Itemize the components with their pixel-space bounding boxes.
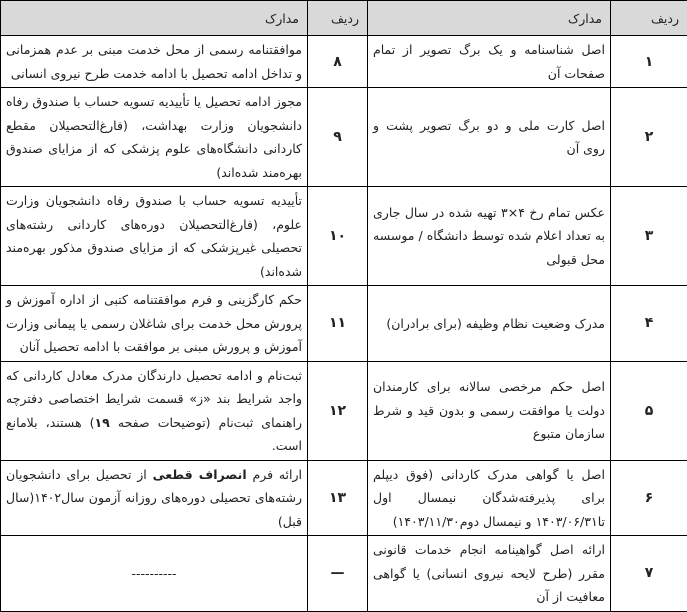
table-row	[1, 361, 687, 460]
row-number: ۲	[611, 88, 687, 187]
document-description	[1, 460, 308, 536]
row-number: ۵	[611, 361, 687, 460]
table-header-row	[1, 1, 687, 36]
description-text: ارائه فرم	[247, 467, 302, 482]
row-number: ۱۲	[308, 361, 368, 460]
document-description: تأییدیه تسویه حساب با صندوق رفاه دانشجویان وزارت علوم، (فارغ‌التحصیلان دوره‌های کاردانی رشته‌های تحصیلی غیرپزشکی که از مزایای صندوق مذکور بهره‌مند شده‌اند)	[1, 187, 308, 286]
document-description: موافقتنامه رسمی از محل خدمت مبنی بر عدم همزمانی و تداخل ادامه تحصیل با ادامه خدمت طرح نیروی انسانی	[1, 36, 308, 88]
row-number: ۴	[611, 286, 687, 362]
table-row	[1, 286, 687, 362]
description-text: ثبت‌نام و ادامه تحصیل دارندگان مدرک معادل کاردانی که واجد شرایط بند «ز» قسمت شرایط اختصاصی دفترچه راهنمای ثبت‌نام (توضیحات صفحه	[6, 368, 302, 430]
document-description: اصل حکم مرخصی سالانه برای کارمندان دولت یا موافقت رسمی و بدون قید و شرط سازمان متبوع	[368, 361, 611, 460]
row-number: ۱	[611, 36, 687, 88]
document-description: حکم کارگزینی و فرم موافقتنامه کتبی از اداره آموزش و پرورش محل خدمت برای شاغلان رسمی یا پیمانی وزارت آموزش و پرورش مبنی بر موافقت با ادامه تحصیل آنان	[1, 286, 308, 362]
document-description: اصل کارت ملی و دو برگ تصویر پشت و روی آن	[368, 88, 611, 187]
table-row	[1, 460, 687, 536]
header-row-number-right: ردیف	[611, 1, 687, 36]
table-row	[1, 536, 687, 612]
row-number: ۸	[308, 36, 368, 88]
table-row	[1, 187, 687, 286]
document-description: عکس تمام رخ ۴×۳ تهیه شده در سال جاری به تعداد اعلام شده توسط دانشگاه / موسسه محل قبولی	[368, 187, 611, 286]
document-description: ارائه اصل گواهینامه انجام خدمات قانونی مقرر (طرح لایحه نیروی انسانی) یا گواهی معافیت از آن	[368, 536, 611, 612]
row-number: ۹	[308, 88, 368, 187]
row-number: ۱۳	[308, 460, 368, 536]
row-number: ۳	[611, 187, 687, 286]
row-number: ۶	[611, 460, 687, 536]
row-number: ۱۰	[308, 187, 368, 286]
page-number-bold: ۱۹	[95, 415, 110, 430]
row-number-dash: —	[308, 536, 368, 612]
emphasis-bold: انصراف قطعی	[153, 467, 247, 482]
document-description: اصل شناسنامه و یک برگ تصویر از تمام صفحات آن	[368, 36, 611, 88]
description-text: ) هستند، بلامانع است.	[6, 415, 302, 454]
row-number: ۷	[611, 536, 687, 612]
document-description: اصل یا گواهی مدرک کاردانی (فوق دیپلم برای پذیرفته‌شدگان نیمسال اول تا۱۴۰۳/۰۶/۳۱ و نیمسال دوم۱۴۰۳/۱۱/۳۰)	[368, 460, 611, 536]
table-row	[1, 88, 687, 187]
document-description: مجوز ادامه تحصیل یا تأییدیه تسویه حساب با صندوق رفاه دانشجویان وزارت بهداشت، (فارغ‌التحصیلان مقطع کاردانی دانشگاه‌های علوم پزشکی که از مزایای صندوق بهره‌مند شده‌اند)	[1, 88, 308, 187]
table-row	[1, 36, 687, 88]
document-description: مدرک وضعیت نظام وظیفه (برای برادران)	[368, 286, 611, 362]
description-text: از تحصیل برای دانشجویان رشته‌های تحصیلی دوره‌های روزانه آزمون سال۱۴۰۲(سال قبل)	[6, 467, 302, 529]
empty-placeholder-dashes: ----------	[1, 536, 308, 612]
header-documents-left: مدارک	[1, 1, 308, 36]
row-number: ۱۱	[308, 286, 368, 362]
document-description	[1, 361, 308, 460]
header-documents-right: مدارک	[368, 1, 611, 36]
header-row-number-left: ردیف	[308, 1, 368, 36]
